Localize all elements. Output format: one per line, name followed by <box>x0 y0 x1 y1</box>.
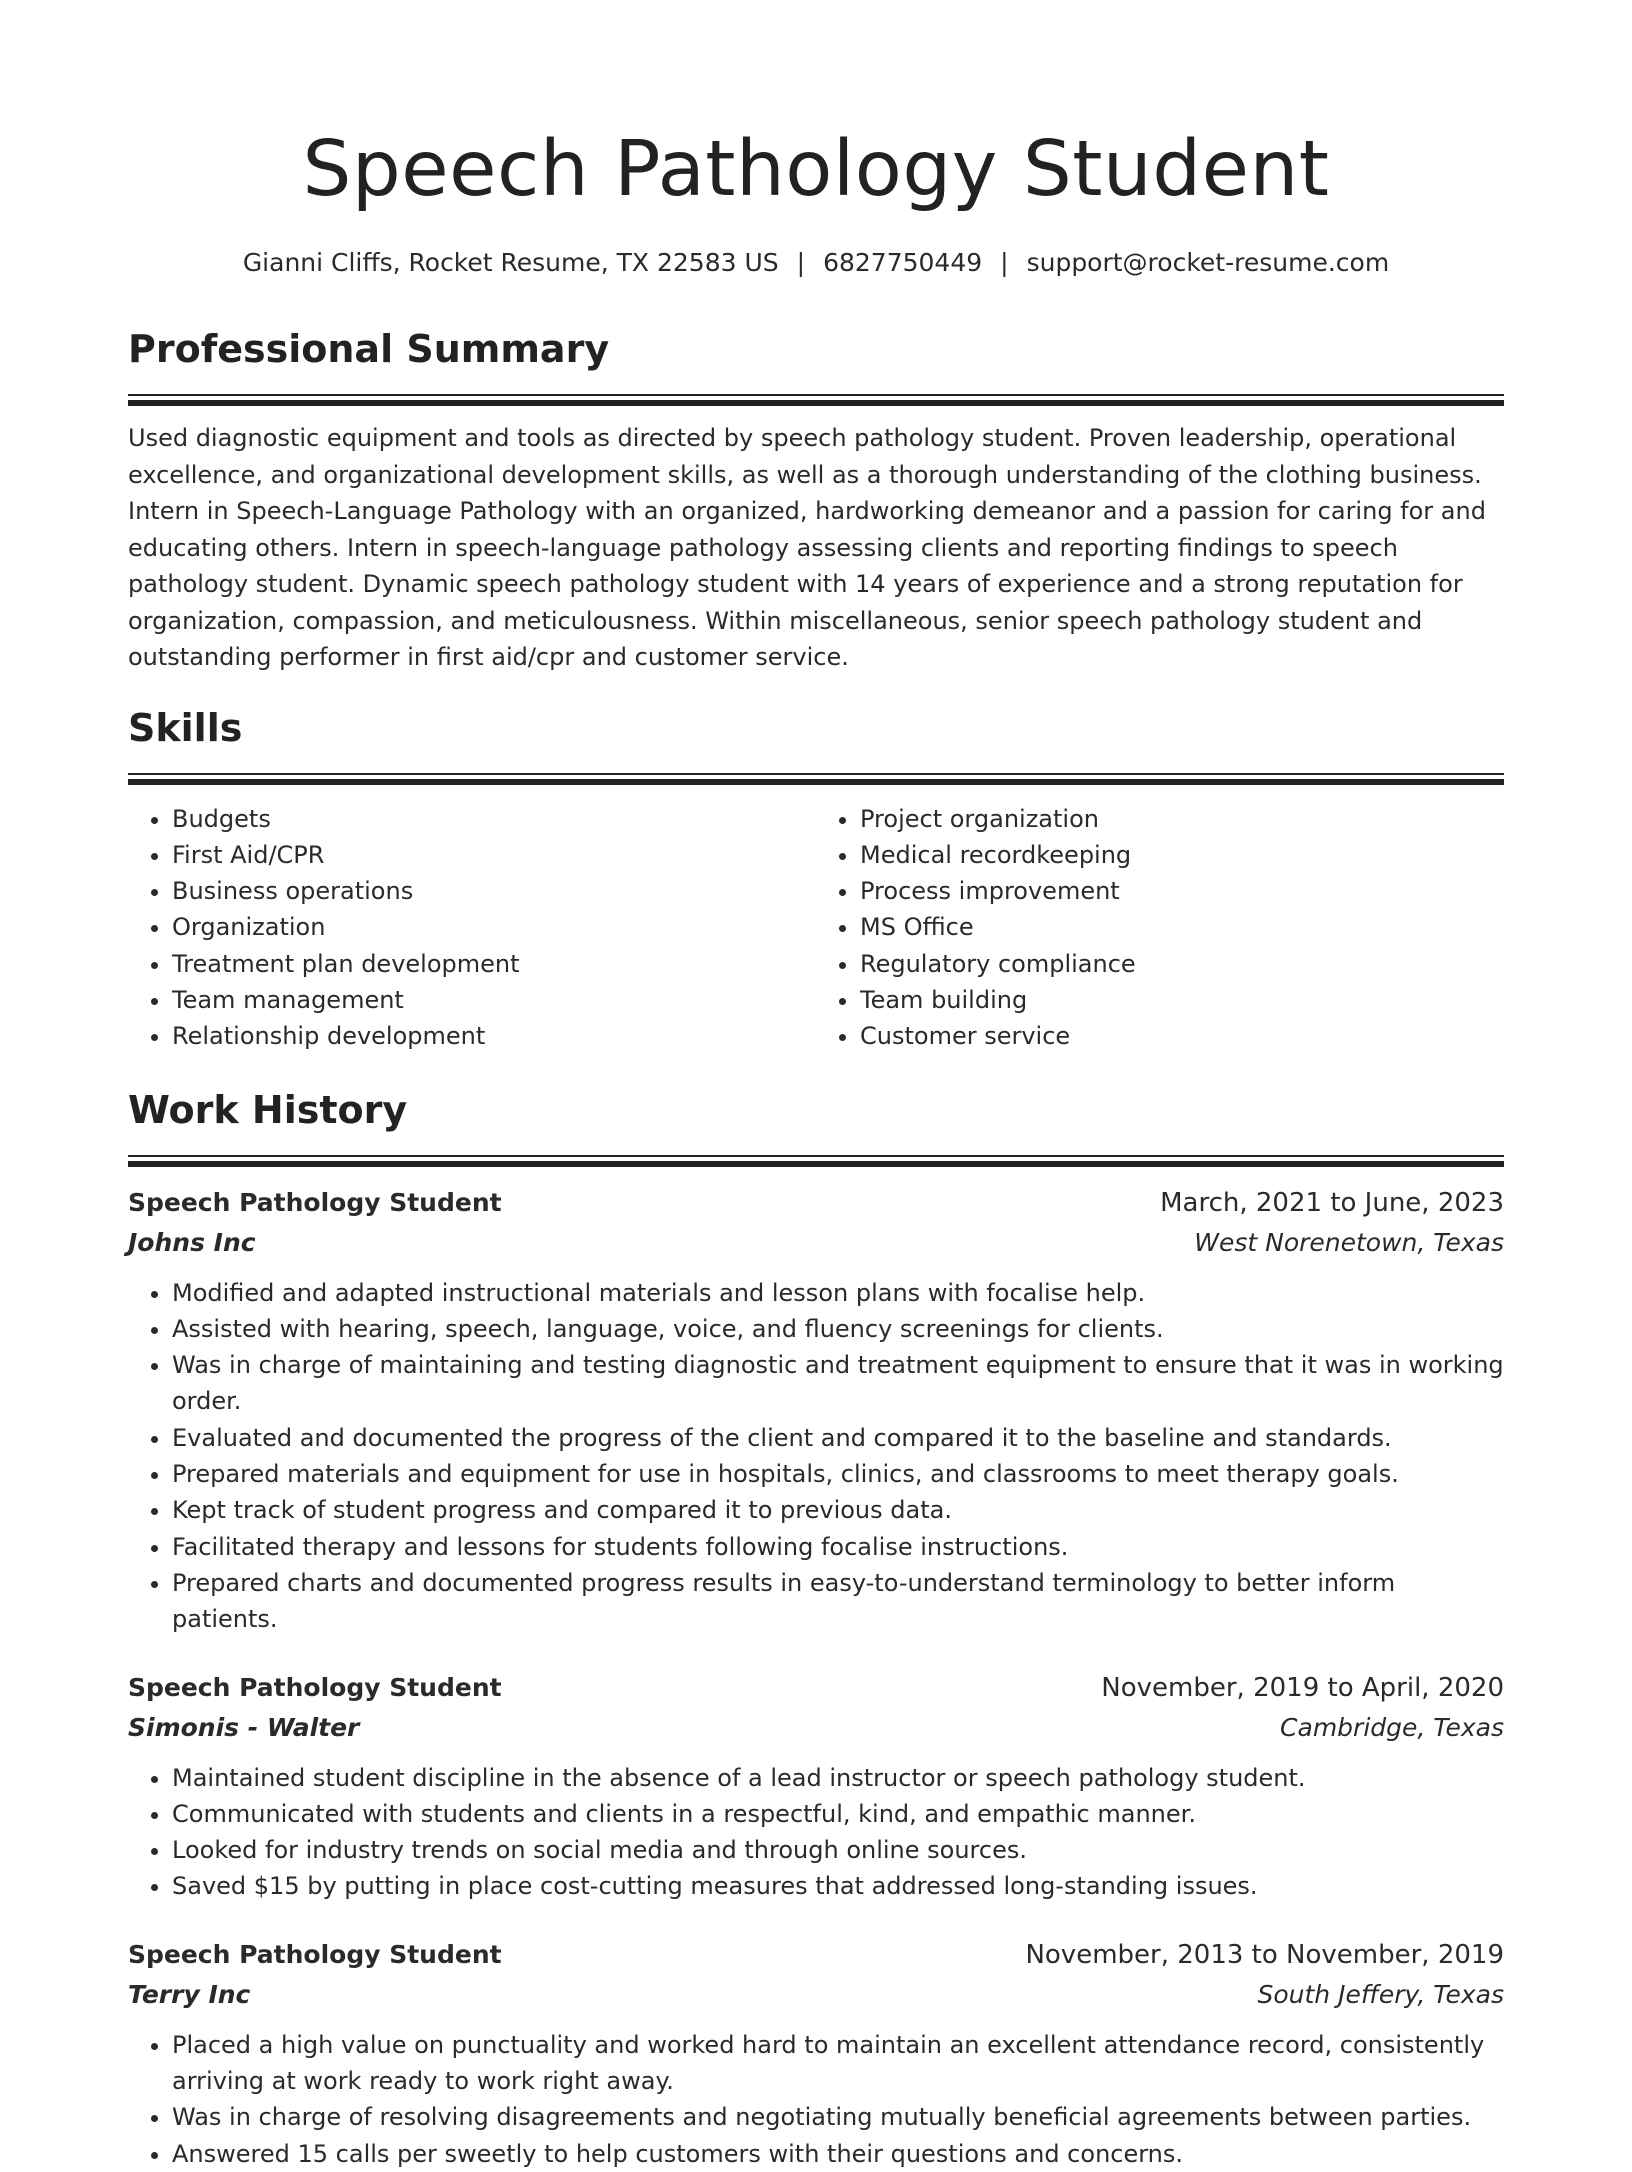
job-dates: November, 2013 to November, 2019 <box>1025 1939 1504 1970</box>
job-entry <box>128 1183 1504 1638</box>
skill-item: • Process improvement <box>860 873 1504 909</box>
job-bullet: • Evaluated and documented the progress of the client and compared it to the baseline and standards. <box>172 1420 1504 1456</box>
section-title-work: Work History <box>128 1087 408 1132</box>
skills-list-right <box>816 801 1504 1055</box>
job-bullet: • Was in charge of resolving disagreements and negotiating mutually beneficial agreements between parties. <box>172 2099 1504 2135</box>
contact-email: support@rocket-resume.com <box>1026 248 1390 277</box>
skill-item: • Project organization <box>860 801 1504 837</box>
job-header-row <box>128 1668 1504 1708</box>
job-bullet: • Modified and adapted instructional materials and lesson plans with focalise help. <box>172 1275 1504 1311</box>
contact-separator: | <box>796 248 806 277</box>
section-divider <box>128 773 1504 785</box>
job-title: Speech Pathology Student <box>128 1939 502 1969</box>
job-company-row <box>128 1223 1504 1263</box>
job-company-row <box>128 1975 1504 2015</box>
contact-address: Gianni Cliffs, Rocket Resume, TX 22583 US <box>242 248 779 277</box>
skill-item: • Organization <box>172 909 816 945</box>
skill-item: • Medical recordkeeping <box>860 837 1504 873</box>
professional-summary-section <box>128 324 1504 676</box>
skill-item: • Treatment plan development <box>172 946 816 982</box>
job-bullet: • Facilitated therapy and lessons for students following focalise instructions. <box>172 1529 1504 1565</box>
skill-item: • Business operations <box>172 873 816 909</box>
job-dates: March, 2021 to June, 2023 <box>1160 1187 1504 1218</box>
skills-list-left <box>128 801 816 1055</box>
job-bullet: • Assisted with hearing, speech, language, voice, and fluency screenings for clients. <box>172 1311 1504 1347</box>
job-bullet: • Maintained student discipline in the absence of a lead instructor or speech pathology student. <box>172 1760 1504 1796</box>
skill-item: • First Aid/CPR <box>172 837 816 873</box>
section-divider <box>128 394 1504 406</box>
job-bullets <box>128 1760 1504 1905</box>
skill-item: • Budgets <box>172 801 816 837</box>
job-bullet: • Prepared charts and documented progress results in easy-to-understand terminology to better inform patients. <box>172 1565 1504 1638</box>
skill-item: • Team management <box>172 982 816 1018</box>
job-bullet: • Was in charge of maintaining and testing diagnostic and treatment equipment to ensure that it was in working order. <box>172 1347 1504 1420</box>
contact-separator: | <box>1000 248 1009 277</box>
resume-name: Speech Pathology Student <box>302 125 1330 214</box>
section-title-summary: Professional Summary <box>128 327 610 371</box>
job-dates: November, 2019 to April, 2020 <box>1101 1672 1504 1703</box>
contact-phone: 6827750449 <box>823 248 983 277</box>
job-location: West Norenetown, Texas <box>1194 1227 1504 1257</box>
skill-item: • Customer service <box>860 1018 1504 1054</box>
job-entry <box>128 1668 1504 1905</box>
job-location: South Jeffery, Texas <box>1257 1979 1504 2009</box>
job-bullet: • Answered 15 calls per sweetly to help customers with their questions and concerns. <box>172 2136 1504 2172</box>
skills-columns <box>128 801 1504 1055</box>
job-title: Speech Pathology Student <box>128 1187 502 1217</box>
job-company: Terry Inc <box>128 1979 251 2009</box>
skill-item: • Regulatory compliance <box>860 946 1504 982</box>
section-divider <box>128 1155 1504 1167</box>
job-company-row <box>128 1708 1504 1748</box>
skill-item: • MS Office <box>860 909 1504 945</box>
section-title-skills: Skills <box>128 705 243 750</box>
skills-section <box>128 703 1504 1055</box>
job-entry <box>128 1935 1504 2172</box>
job-bullets <box>128 2027 1504 2172</box>
summary-text: Used diagnostic equipment and tools as directed by speech pathology student. Proven leadership, operational excellence, and organizational development skills, as well as a thorough understanding of the clothing business. Intern in Speech-Language Pathology with an organized, hardworking demeanor and a passion for caring for and educating others. Intern in speech-language pathology assessing clients and reporting findings to speech pathology student. Dynamic speech pathology student with 14 years of experience and a strong reputation for organization, compassion, and meticulousness. Within miscellaneous, senior speech pathology student and outstanding performer in first aid/cpr and customer service. <box>128 424 1486 671</box>
job-bullet: • Communicated with students and clients in a respectful, kind, and empathic manner. <box>172 1796 1504 1832</box>
job-location: Cambridge, Texas <box>1280 1712 1504 1742</box>
job-bullet: • Saved $15 by putting in place cost-cutting measures that addressed long-standing issues. <box>172 1868 1504 1904</box>
job-title: Speech Pathology Student <box>128 1672 502 1702</box>
job-company: Johns Inc <box>128 1227 256 1257</box>
job-bullet: • Placed a high value on punctuality and worked hard to maintain an excellent attendance record, consistently arriving at work ready to work right away. <box>172 2027 1504 2100</box>
job-bullet: • Kept track of student progress and compared it to previous data. <box>172 1492 1504 1528</box>
contact-line <box>128 246 1504 280</box>
job-bullets <box>128 1275 1504 1638</box>
job-bullet: • Looked for industry trends on social media and through online sources. <box>172 1832 1504 1868</box>
job-header-row <box>128 1935 1504 1975</box>
skill-item: • Team building <box>860 982 1504 1018</box>
job-company: Simonis - Walter <box>128 1712 360 1742</box>
job-bullet: • Prepared materials and equipment for use in hospitals, clinics, and classrooms to meet therapy goals. <box>172 1456 1504 1492</box>
work-history-section <box>128 1085 1504 2172</box>
skill-item: • Relationship development <box>172 1018 816 1054</box>
job-header-row <box>128 1183 1504 1223</box>
